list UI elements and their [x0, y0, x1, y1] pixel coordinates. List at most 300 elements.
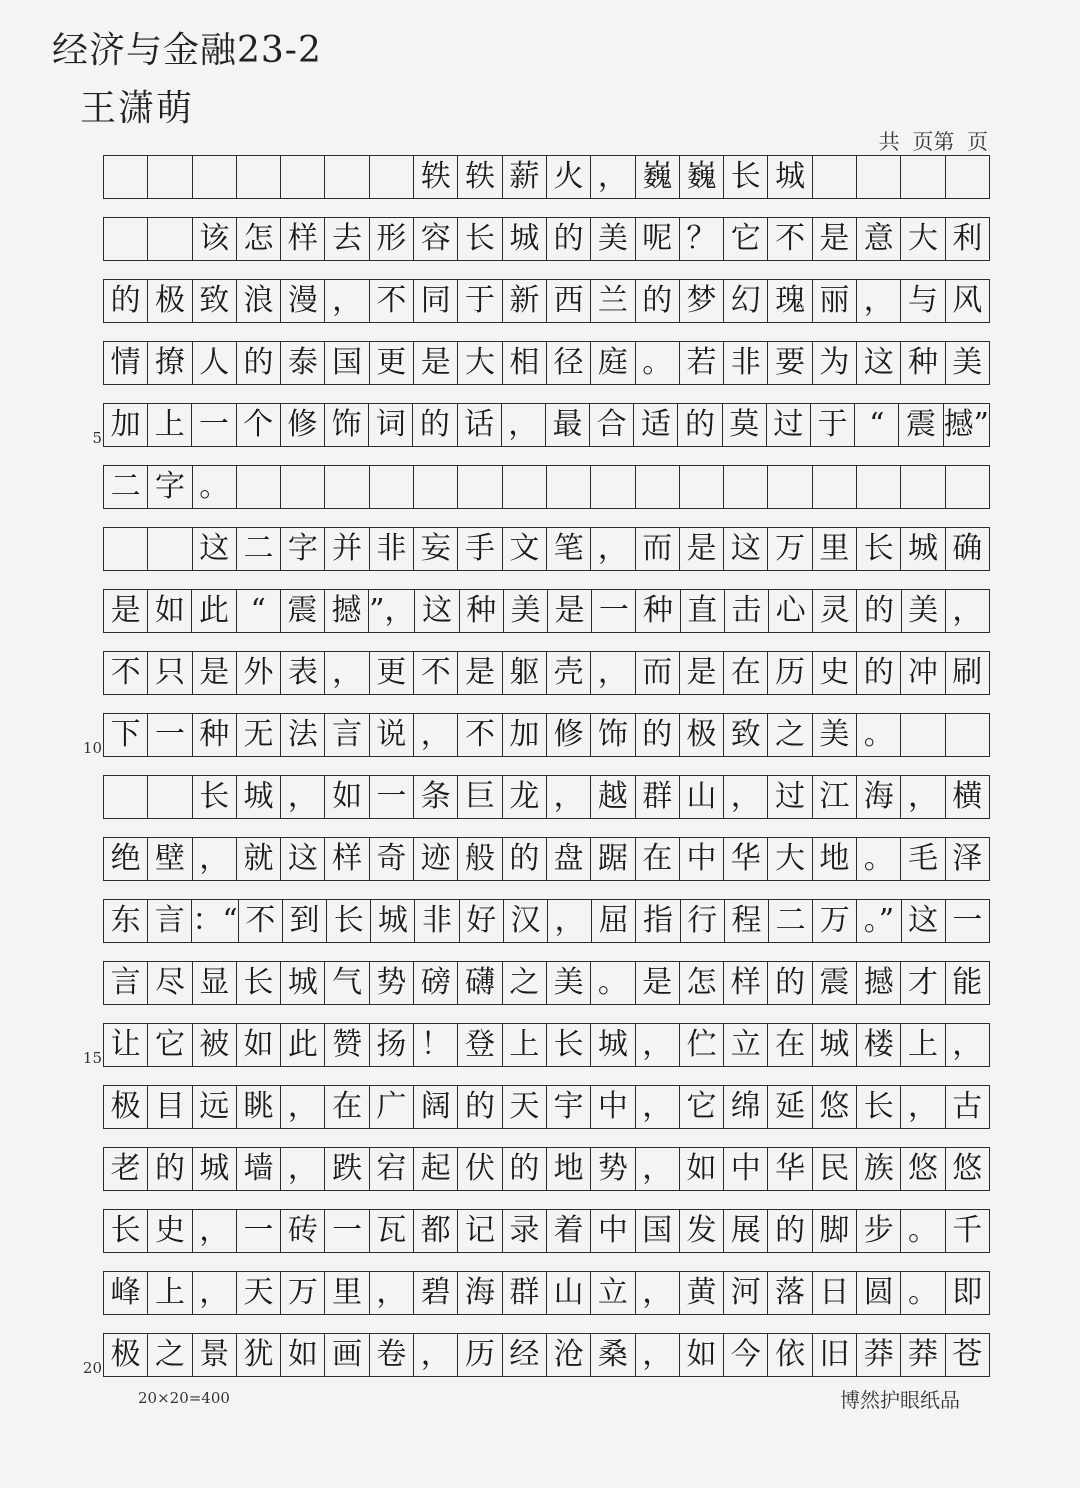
grid-cell: 圆 — [857, 1272, 901, 1314]
grid-cell — [237, 156, 281, 198]
grid-cell: 记 — [458, 1210, 502, 1252]
grid-cell: 旧 — [813, 1334, 857, 1376]
grid-cell: 样 — [724, 962, 768, 1004]
grid-cell: 国 — [636, 1210, 680, 1252]
grid-row-16 — [103, 1085, 990, 1129]
grid-row-5 — [103, 403, 990, 447]
grid-cell: 迹 — [414, 838, 458, 880]
grid-cell: 这 — [281, 838, 325, 880]
grid-cell: 泽 — [952, 841, 983, 876]
grid-cell: 西 — [547, 280, 591, 322]
grid-cell: 上 — [901, 1024, 945, 1066]
grid-cell — [768, 466, 812, 508]
grid-cell: ， — [414, 1334, 458, 1376]
grid-cell: 景 — [193, 1334, 237, 1376]
grid-cell: 只 — [148, 652, 192, 694]
grid-cell: 民 — [813, 1148, 857, 1190]
grid-cell: 老 — [104, 1148, 148, 1190]
grid-cell: 笔 — [547, 528, 591, 570]
grid-cell: 黄 — [680, 1272, 724, 1314]
grid-cell: 目 — [148, 1086, 192, 1128]
grid-cell: 壳 — [547, 652, 591, 694]
grid-cell — [148, 528, 192, 570]
grid-cell: 里 — [813, 528, 857, 570]
grid-cell: 是 — [193, 652, 237, 694]
grid-cell: 一 — [592, 590, 636, 632]
grid-row-9 — [103, 651, 990, 695]
grid-cell: 薪 — [503, 156, 547, 198]
grid-cell: 长 — [327, 900, 371, 942]
grid-cell: 脚 — [813, 1210, 857, 1252]
grid-cell: 震 — [813, 962, 857, 1004]
grid-cell: 去 — [325, 218, 369, 260]
grid-cell: 的 — [104, 280, 148, 322]
grid-cell: 一 — [952, 903, 983, 938]
grid-cell: 的 — [503, 838, 547, 880]
grid-cell: 。 — [901, 1210, 945, 1252]
grid-cell: 东 — [104, 900, 148, 942]
grid-cell: 非 — [415, 900, 459, 942]
grid-cell: 阔 — [414, 1086, 458, 1128]
grid-cell: 中 — [724, 1148, 768, 1190]
class-info: 经济与金融23-2 — [52, 30, 322, 71]
grid-cell: 的 — [413, 404, 457, 446]
grid-cell: 个 — [237, 404, 281, 446]
grid-row-1 — [103, 155, 990, 199]
grid-cell: 海 — [458, 1272, 502, 1314]
grid-cell: 不 — [370, 280, 414, 322]
grid-cell: 不 — [104, 652, 148, 694]
grid-cell: 依 — [768, 1334, 812, 1376]
grid-cell: 般 — [458, 838, 502, 880]
grid-cell: 是 — [458, 652, 502, 694]
grid-cell: 的 — [636, 714, 680, 756]
grid-cell: 。 — [901, 1272, 945, 1314]
grid-cell: 一 — [325, 1210, 369, 1252]
grid-cell: 的 — [503, 1148, 547, 1190]
grid-row-12 — [103, 837, 990, 881]
grid-cell: 山 — [547, 1272, 591, 1314]
grid-cell: “ — [237, 590, 281, 632]
grid-cell: 历 — [458, 1334, 502, 1376]
grid-cell: 呢 — [636, 218, 680, 260]
grid-cell: 美 — [902, 590, 946, 632]
grid-cell: 墙 — [237, 1148, 281, 1190]
grid-row-13 — [103, 899, 990, 943]
grid-cell — [237, 466, 281, 508]
grid-cell: 美 — [813, 714, 857, 756]
grid-cell: 沧 — [547, 1334, 591, 1376]
grid-cell: 字 — [148, 466, 192, 508]
grid-cell: 长 — [193, 776, 237, 818]
grid-cell: 大 — [768, 838, 812, 880]
grid-cell: 卷 — [370, 1334, 414, 1376]
grid-cell: 万 — [281, 1272, 325, 1314]
grid-cell: 适 — [634, 404, 678, 446]
grid-cell: 加 — [104, 404, 148, 446]
grid-cell: 犹 — [237, 1334, 281, 1376]
grid-cell: 城 — [901, 528, 945, 570]
grid-cell: 万 — [813, 900, 857, 942]
grid-cell: 言 — [104, 962, 148, 1004]
grid-cell: 一 — [237, 1210, 281, 1252]
grid-cell: 。 — [636, 342, 680, 384]
grid-cell: 历 — [768, 652, 812, 694]
grid-cell — [458, 466, 502, 508]
page-counter: 共 页第 页 — [878, 130, 988, 154]
grid-cell: 落 — [768, 1272, 812, 1314]
grid-cell: 在 — [768, 1024, 812, 1066]
grid-cell — [370, 156, 414, 198]
grid-cell: 如 — [680, 1148, 724, 1190]
grid-cell: 绝 — [104, 838, 148, 880]
grid-cell — [813, 156, 857, 198]
grid-cell: 极 — [104, 1334, 148, 1376]
grid-cell: ， — [325, 652, 369, 694]
grid-cell: 美 — [504, 590, 548, 632]
grid-cell: 城 — [813, 1024, 857, 1066]
grid-cell: 毛 — [901, 838, 945, 880]
grid-cell: 妄 — [414, 528, 458, 570]
grid-cell: 漫 — [281, 280, 325, 322]
grid-cell: 极 — [104, 1086, 148, 1128]
grid-cell: 登 — [458, 1024, 502, 1066]
grid-cell — [901, 714, 945, 756]
grid-cell: 更 — [370, 652, 414, 694]
grid-cell: 。 — [857, 714, 901, 756]
grid-cell: 都 — [414, 1210, 458, 1252]
grid-cell: 表 — [281, 652, 325, 694]
grid-cell — [901, 466, 945, 508]
grid-cell: 之 — [148, 1334, 192, 1376]
grid-cell: 长 — [237, 962, 281, 1004]
grid-cell: 条 — [414, 776, 458, 818]
grid-cell: 修 — [281, 404, 325, 446]
grid-cell: 震 — [281, 590, 325, 632]
grid-cell: 起 — [414, 1148, 458, 1190]
grid-cell: 悠 — [952, 1151, 983, 1186]
grid-cell: 在 — [325, 1086, 369, 1128]
grid-cell: 这 — [857, 342, 901, 384]
grid-cell: ， — [636, 1334, 680, 1376]
grid-cell: ， — [636, 1086, 680, 1128]
grid-cell: 相 — [503, 342, 547, 384]
grid-cell: 词 — [369, 404, 413, 446]
grid-cell: 立 — [591, 1272, 635, 1314]
grid-cell: “ — [855, 404, 899, 446]
grid-cell: 震 — [899, 404, 943, 446]
grid-cell: 击 — [725, 590, 769, 632]
grid-cell: 法 — [281, 714, 325, 756]
grid-cell: 伏 — [458, 1148, 502, 1190]
grid-cell: 怎 — [680, 962, 724, 1004]
grid-row-14 — [103, 961, 990, 1005]
grid-cell: 美 — [591, 218, 635, 260]
grid-cell: 确 — [952, 531, 983, 566]
grid-cell: 群 — [636, 776, 680, 818]
grid-cell: 楼 — [857, 1024, 901, 1066]
grid-cell: 撩 — [148, 342, 192, 384]
grid-cell: ， — [370, 1272, 414, 1314]
grid-cell: 于 — [458, 280, 502, 322]
grid-cell: 好 — [460, 900, 504, 942]
grid-cell: 长 — [857, 1086, 901, 1128]
grid-cell: 巍 — [680, 156, 724, 198]
grid-cell: 族 — [857, 1148, 901, 1190]
grid-cell: ， — [636, 1024, 680, 1066]
row-number-marker: 10 — [82, 739, 102, 757]
grid-cell: 城 — [768, 156, 812, 198]
grid-cell: 文 — [503, 528, 547, 570]
grid-cell: 经 — [503, 1334, 547, 1376]
grid-cell: 兰 — [591, 280, 635, 322]
grid-cell: 中 — [591, 1086, 635, 1128]
grid-cell: 心 — [769, 590, 813, 632]
grid-cell: 悠 — [813, 1086, 857, 1128]
grid-cell: 砖 — [281, 1210, 325, 1252]
grid-cell — [104, 776, 148, 818]
grid-cell: 如 — [680, 1334, 724, 1376]
grid-cell: 言 — [325, 714, 369, 756]
grid-cell: 眺 — [237, 1086, 281, 1128]
grid-cell: 不 — [414, 652, 458, 694]
grid-cell: 赞 — [325, 1024, 369, 1066]
grid-cell: 上 — [148, 404, 192, 446]
grid-cell: 这 — [193, 528, 237, 570]
grid-cell: 踞 — [591, 838, 635, 880]
grid-cell: 人 — [193, 342, 237, 384]
grid-cell: 悠 — [901, 1148, 945, 1190]
grid-cell — [325, 466, 369, 508]
grid-cell — [104, 218, 148, 260]
grid-cell: 。 — [591, 962, 635, 1004]
grid-cell: 非 — [370, 528, 414, 570]
grid-cell: 加 — [503, 714, 547, 756]
grid-cell: 长 — [857, 528, 901, 570]
grid-cell: 华 — [724, 838, 768, 880]
grid-cell: 下 — [104, 714, 148, 756]
grid-cell: 容 — [414, 218, 458, 260]
grid-cell: 长 — [458, 218, 502, 260]
grid-cell: 它 — [680, 1086, 724, 1128]
grid-cell: 极 — [680, 714, 724, 756]
grid-cell: 上 — [503, 1024, 547, 1066]
grid-cell: 浪 — [237, 280, 281, 322]
grid-cell: ， — [636, 1272, 680, 1314]
grid-cell — [946, 466, 989, 508]
grid-cell: ， — [636, 1148, 680, 1190]
grid-cell: 壁 — [148, 838, 192, 880]
grid-row-6 — [103, 465, 990, 509]
grid-cell: 于 — [811, 404, 855, 446]
grid-cell: 华 — [768, 1148, 812, 1190]
grid-cell: 里 — [325, 1272, 369, 1314]
grid-cell: 是 — [104, 590, 148, 632]
grid-cell: 城 — [503, 218, 547, 260]
grid-cell — [503, 466, 547, 508]
grid-cell: 行 — [681, 900, 725, 942]
grid-cell: 史 — [148, 1210, 192, 1252]
grid-cell: ， — [548, 900, 592, 942]
grid-cell: 的 — [636, 280, 680, 322]
grid-cell: 若 — [680, 342, 724, 384]
grid-cell: 在 — [724, 652, 768, 694]
grid-cell: 过 — [767, 404, 811, 446]
grid-cell: 长 — [724, 156, 768, 198]
grid-cell: 长 — [547, 1024, 591, 1066]
grid-cell: 千 — [952, 1213, 983, 1248]
grid-cell: 长 — [104, 1210, 148, 1252]
grid-cell: 饰 — [591, 714, 635, 756]
grid-cell: 是 — [414, 342, 458, 384]
grid-cell: 天 — [503, 1086, 547, 1128]
grid-cell: ， — [325, 280, 369, 322]
grid-cell: 情 — [104, 342, 148, 384]
grid-cell: 样 — [325, 838, 369, 880]
grid-cell: 而 — [636, 528, 680, 570]
grid-cell: 盘 — [547, 838, 591, 880]
grid-cell: 撼” — [943, 407, 989, 442]
grid-cell: 莽 — [857, 1334, 901, 1376]
grid-cell: 展 — [724, 1210, 768, 1252]
grid-cell: 画 — [325, 1334, 369, 1376]
grid-cell: 苍 — [952, 1337, 983, 1372]
grid-cell: 巨 — [458, 776, 502, 818]
grid-cell: 冲 — [901, 652, 945, 694]
grid-cell: 指 — [636, 900, 680, 942]
grid-cell: 大 — [901, 218, 945, 260]
grid-cell: 轶 — [458, 156, 502, 198]
grid-cell: 瑰 — [768, 280, 812, 322]
grid-cell: 之 — [503, 962, 547, 1004]
grid-cell: 奇 — [370, 838, 414, 880]
grid-cell: 古 — [952, 1089, 983, 1124]
grid-cell: 种 — [901, 342, 945, 384]
student-name: 王潇萌 — [80, 88, 195, 129]
grid-cell: 这 — [415, 590, 459, 632]
grid-cell: 它 — [724, 218, 768, 260]
grid-cell: ”， — [369, 590, 415, 632]
grid-cell: 一 — [370, 776, 414, 818]
grid-cell: 为 — [813, 342, 857, 384]
grid-cell: 二 — [769, 900, 813, 942]
grid-cell — [547, 466, 591, 508]
grid-cell: 在 — [636, 838, 680, 880]
grid-cell: 新 — [503, 280, 547, 322]
grid-cell — [148, 156, 192, 198]
grid-cell: 幻 — [724, 280, 768, 322]
grid-cell: 广 — [370, 1086, 414, 1128]
grid-cell: 被 — [193, 1024, 237, 1066]
grid-cell: 才 — [901, 962, 945, 1004]
grid-cell: 海 — [857, 776, 901, 818]
grid-cell: 程 — [725, 900, 769, 942]
grid-cell: ， — [952, 1027, 983, 1062]
grid-cell: 中 — [591, 1210, 635, 1252]
grid-cell: 是 — [548, 590, 592, 632]
row-number-marker: 20 — [82, 1359, 102, 1377]
grid-cell: 群 — [503, 1272, 547, 1314]
grid-cell: 修 — [547, 714, 591, 756]
grid-cell: 它 — [148, 1024, 192, 1066]
grid-cell — [946, 156, 989, 198]
grid-cell: 撼 — [325, 590, 369, 632]
grid-row-17 — [103, 1147, 990, 1191]
grid-cell: 屈 — [592, 900, 636, 942]
grid-cell: ， — [281, 1148, 325, 1190]
paper-brand: 博然护眼纸品 — [840, 1388, 960, 1412]
grid-cell: 桑 — [591, 1334, 635, 1376]
grid-cell: 如 — [237, 1024, 281, 1066]
grid-cell: 话 — [458, 404, 502, 446]
grid-cell: 天 — [237, 1272, 281, 1314]
grid-cell: 能 — [952, 965, 983, 1000]
grid-cell — [901, 156, 945, 198]
grid-cell: 城 — [237, 776, 281, 818]
grid-cell: 此 — [192, 590, 236, 632]
grid-cell: 二 — [237, 528, 281, 570]
grid-cell: 的 — [857, 652, 901, 694]
grid-cell: 轶 — [414, 156, 458, 198]
grid-cell: 峰 — [104, 1272, 148, 1314]
grid-cell: 让 — [104, 1024, 148, 1066]
grid-cell — [636, 466, 680, 508]
grid-cell: 发 — [680, 1210, 724, 1252]
grid-cell: 大 — [458, 342, 502, 384]
grid-cell: 火 — [547, 156, 591, 198]
grid-row-20 — [103, 1333, 990, 1377]
grid-cell: 非 — [724, 342, 768, 384]
grid-cell: 莫 — [723, 404, 767, 446]
grid-cell: 即 — [952, 1275, 983, 1310]
grid-cell: ？ — [680, 218, 724, 260]
grid-cell: 的 — [148, 1148, 192, 1190]
grid-cell: 史 — [813, 652, 857, 694]
grid-cell: ：“ — [192, 900, 238, 942]
grid-cell: 是 — [813, 218, 857, 260]
grid-cell — [104, 156, 148, 198]
grid-cell: 利 — [952, 221, 983, 256]
grid-row-15 — [103, 1023, 990, 1067]
grid-cell: 直 — [681, 590, 725, 632]
grid-cell: 城 — [371, 900, 415, 942]
grid-cell — [370, 466, 414, 508]
grid-cell — [281, 156, 325, 198]
grid-cell — [414, 466, 458, 508]
grid-cell: 的 — [237, 342, 281, 384]
grid-cell: 国 — [325, 342, 369, 384]
grid-cell: 跌 — [325, 1148, 369, 1190]
grid-cell: 刷 — [952, 655, 983, 690]
grid-cell: 江 — [813, 776, 857, 818]
grid-cell: ， — [952, 593, 983, 628]
grid-cell: 越 — [591, 776, 635, 818]
grid-cell: 风 — [952, 283, 983, 318]
grid-cell: ， — [857, 280, 901, 322]
grid-cell: 录 — [503, 1210, 547, 1252]
grid-cell — [193, 156, 237, 198]
grid-cell: ， — [901, 776, 945, 818]
grid-cell: 横 — [952, 779, 983, 814]
grid-cell: 丽 — [813, 280, 857, 322]
grid-cell: ， — [502, 404, 546, 446]
grid-cell: ， — [193, 838, 237, 880]
grid-cell: ， — [547, 776, 591, 818]
grid-cell: 伫 — [680, 1024, 724, 1066]
grid-cell: 径 — [547, 342, 591, 384]
grid-cell: 要 — [768, 342, 812, 384]
grid-cell: 河 — [724, 1272, 768, 1314]
